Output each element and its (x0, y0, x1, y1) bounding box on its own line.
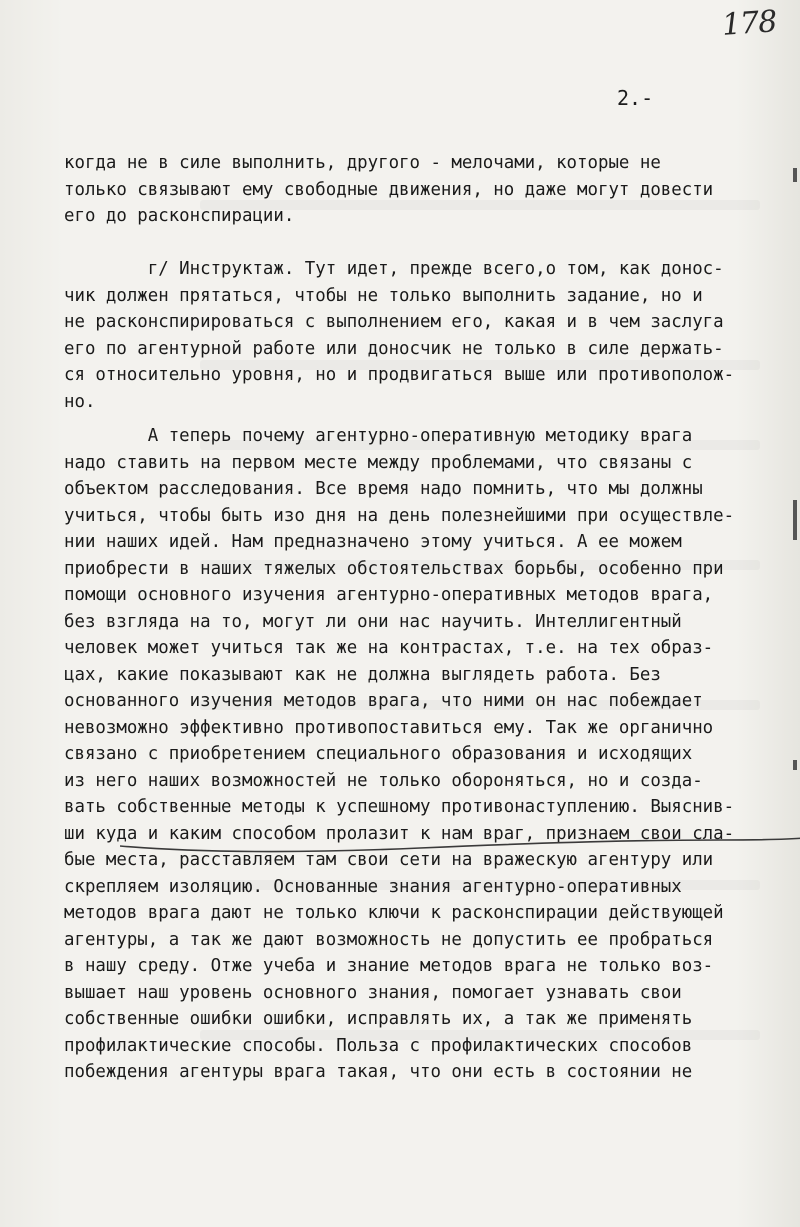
page-number: 2.- (617, 86, 654, 110)
paragraph-gap (64, 230, 800, 257)
text-line: учиться, чтобы быть изо дня на день полезнейшими при осуществле- (64, 505, 735, 526)
text-line: агентуры, а так же дают возможность не допустить ее пробраться (64, 929, 714, 950)
document-body (64, 150, 800, 1086)
text-line: вать собственные методы к успешному противонаступлению. Выяснив- (64, 797, 735, 817)
paragraph (64, 150, 800, 230)
text-line: из него наших возможностей не только обороняться, но и созда- (64, 770, 703, 791)
text-line: ся относительно уровня, но и продвигаться выше или противополож- (64, 365, 735, 385)
text-line: побеждения агентуры врага такая, что они есть в состоянии не (64, 1062, 693, 1082)
text-line: не расконспирироваться с выполнением его, какая и в чем заслуга (64, 312, 724, 332)
text-line: когда не в силе выполнить, другого - мелочами, которые не (64, 153, 661, 173)
text-line: помощи основного изучения агентурно-оперативных методов врага, (64, 585, 714, 605)
paragraph (64, 423, 800, 1086)
text-line: объектом расследования. Все время надо помнить, что мы должны (64, 479, 703, 499)
text-line: г/ Инструктаж. Тут идет, прежде всего,о том, как донос- (64, 259, 724, 279)
text-line: связано с приобретением специального образования и исходящих (64, 744, 693, 764)
text-line: его по агентурной работе или доносчик не только в силе держать- (64, 338, 724, 359)
archive-folio-number: 178 (720, 4, 778, 43)
text-line: профилактические способы. Польза с профилактических способов (64, 1035, 693, 1056)
text-line: невозможно эффективно противопоставиться ему. Так же органично (64, 717, 714, 738)
text-line: бые места, расставляем там свои сети на вражескую агентуру или (64, 850, 714, 870)
text-line: основанного изучения методов врага, что ними он нас побеждает (64, 691, 703, 711)
text-line: скрепляем изоляцию. Основанные знания агентурно-оперативных (64, 876, 682, 897)
text-line: собственные ошибки ошибки, исправлять их, а так же применять (64, 1009, 693, 1029)
text-line: вышает наш уровень основного знания, помогает узнавать свои (64, 982, 682, 1003)
paragraph (64, 256, 800, 415)
text-line: только связывают ему свободные движения, но даже могут довести (64, 179, 714, 200)
text-line: чик должен прятаться, чтобы не только выполнить задание, но и (64, 285, 703, 306)
text-line: без взгляда на то, могут ли они нас научить. Интеллигентный (64, 611, 682, 632)
text-line: надо ставить на первом месте между проблемами, что связаны с (64, 452, 693, 473)
text-line: методов врага дают не только ключи к расконспирации действующей (64, 903, 724, 923)
text-line: ши куда и каким способом пролазит к нам враг, признаем свои сла- (64, 823, 735, 844)
paragraph-gap (64, 415, 800, 423)
text-line: цах, какие показывают как не должна выглядеть работа. Без (64, 664, 661, 685)
text-line: его до расконспирации. (64, 206, 295, 226)
text-line: в нашу среду. Отже учеба и знание методов врага не только воз- (64, 956, 714, 976)
text-line: А теперь почему агентурно-оперативную методику врага (64, 426, 693, 446)
text-line: приобрести в наших тяжелых обстоятельствах борьбы, особенно при (64, 558, 724, 579)
text-line: человек может учиться так же на контрастах, т.е. на тех образ- (64, 638, 714, 658)
text-line: но. (64, 391, 96, 412)
text-line: нии наших идей. Нам предназначено этому учиться. А ее можем (64, 532, 682, 552)
